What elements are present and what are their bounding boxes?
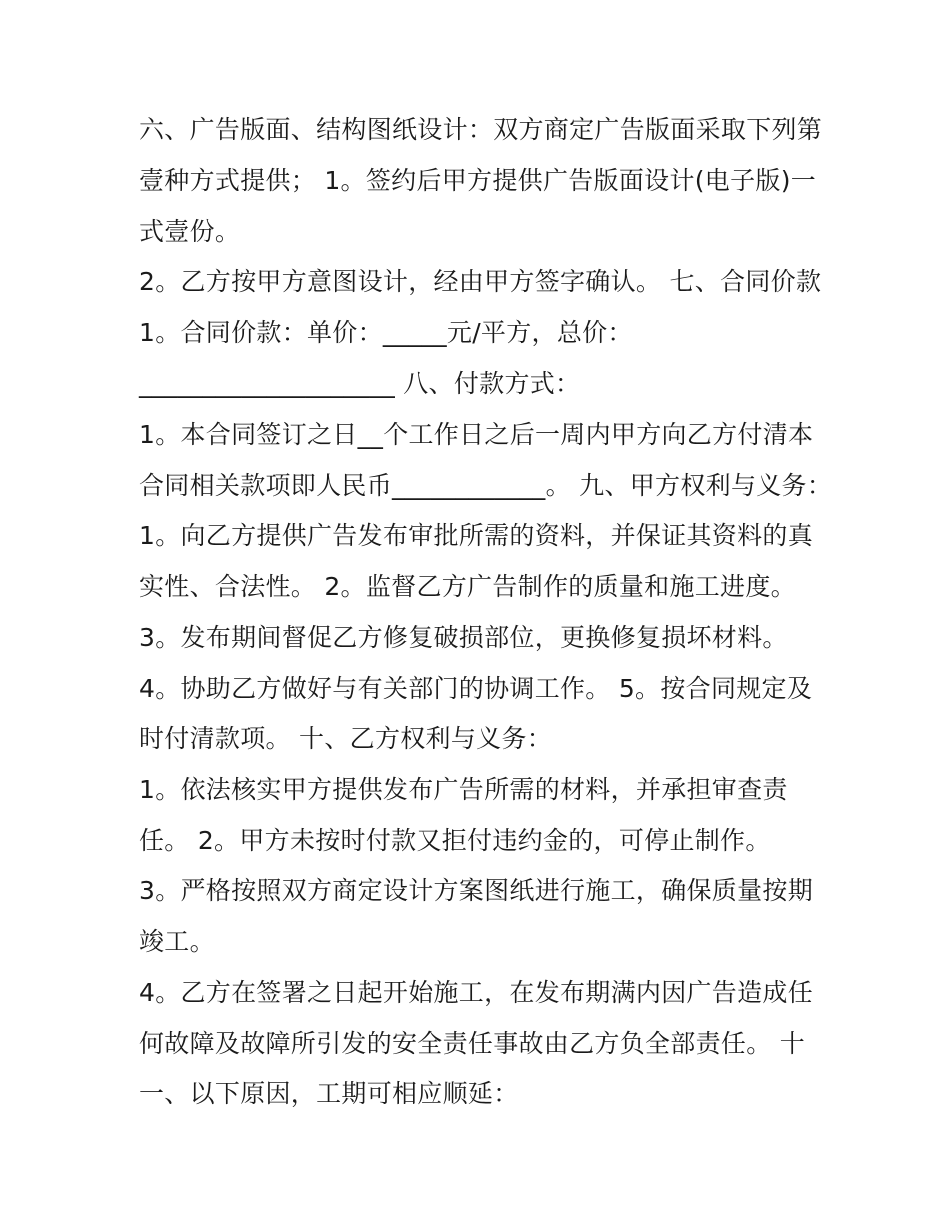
text-line: 1。向乙方提供广告发布审批所需的资料，并保证其资料的真	[139, 521, 814, 550]
text-line: 时付清款项。 十、乙方权利与义务：	[139, 724, 553, 753]
text-line: 3。严格按照双方商定设计方案图纸进行施工，确保质量按期	[139, 876, 814, 905]
text-line: 合同相关款项即人民币____________。 九、甲方权利与义务：	[139, 471, 833, 500]
text-line: 一、以下原因，工期可相应顺延：	[139, 1079, 519, 1108]
text-line: 何故障及故障所引发的安全责任事故由乙方负全部责任。 十	[139, 1029, 806, 1058]
text-line: 4。乙方在签署之日起开始施工，在发布期满内因广告造成任	[139, 978, 814, 1007]
text-line: 实性、合法性。 2。监督乙方广告制作的质量和施工进度。	[139, 572, 796, 601]
text-line: 式壹份。	[139, 217, 241, 246]
text-line: ____________________ 八、付款方式：	[139, 369, 581, 398]
text-line: 4。协助乙方做好与有关部门的协调工作。 5。按合同规定及	[139, 674, 813, 703]
text-line: 壹种方式提供； 1。签约后甲方提供广告版面设计(电子版)一	[139, 166, 817, 195]
text-line: 六、广告版面、结构图纸设计：双方商定广告版面采取下列第	[139, 115, 823, 144]
text-line: 3。发布期间督促乙方修复破损部位，更换修复损坏材料。	[139, 623, 788, 652]
text-line: 竣工。	[139, 927, 215, 956]
text-line: 任。 2。甲方未按时付款又拒付违约金的，可停止制作。	[139, 826, 771, 855]
text-line: 1。本合同签订之日__个工作日之后一周内甲方向乙方付清本	[139, 420, 814, 449]
text-line: 2。乙方按甲方意图设计，经由甲方签字确认。 七、合同价款	[139, 267, 822, 296]
text-line: 1。依法核实甲方提供发布广告所需的材料，并承担审查责	[139, 775, 788, 804]
text-line: 1。合同价款：单价：_____元/平方，总价：	[139, 318, 633, 347]
